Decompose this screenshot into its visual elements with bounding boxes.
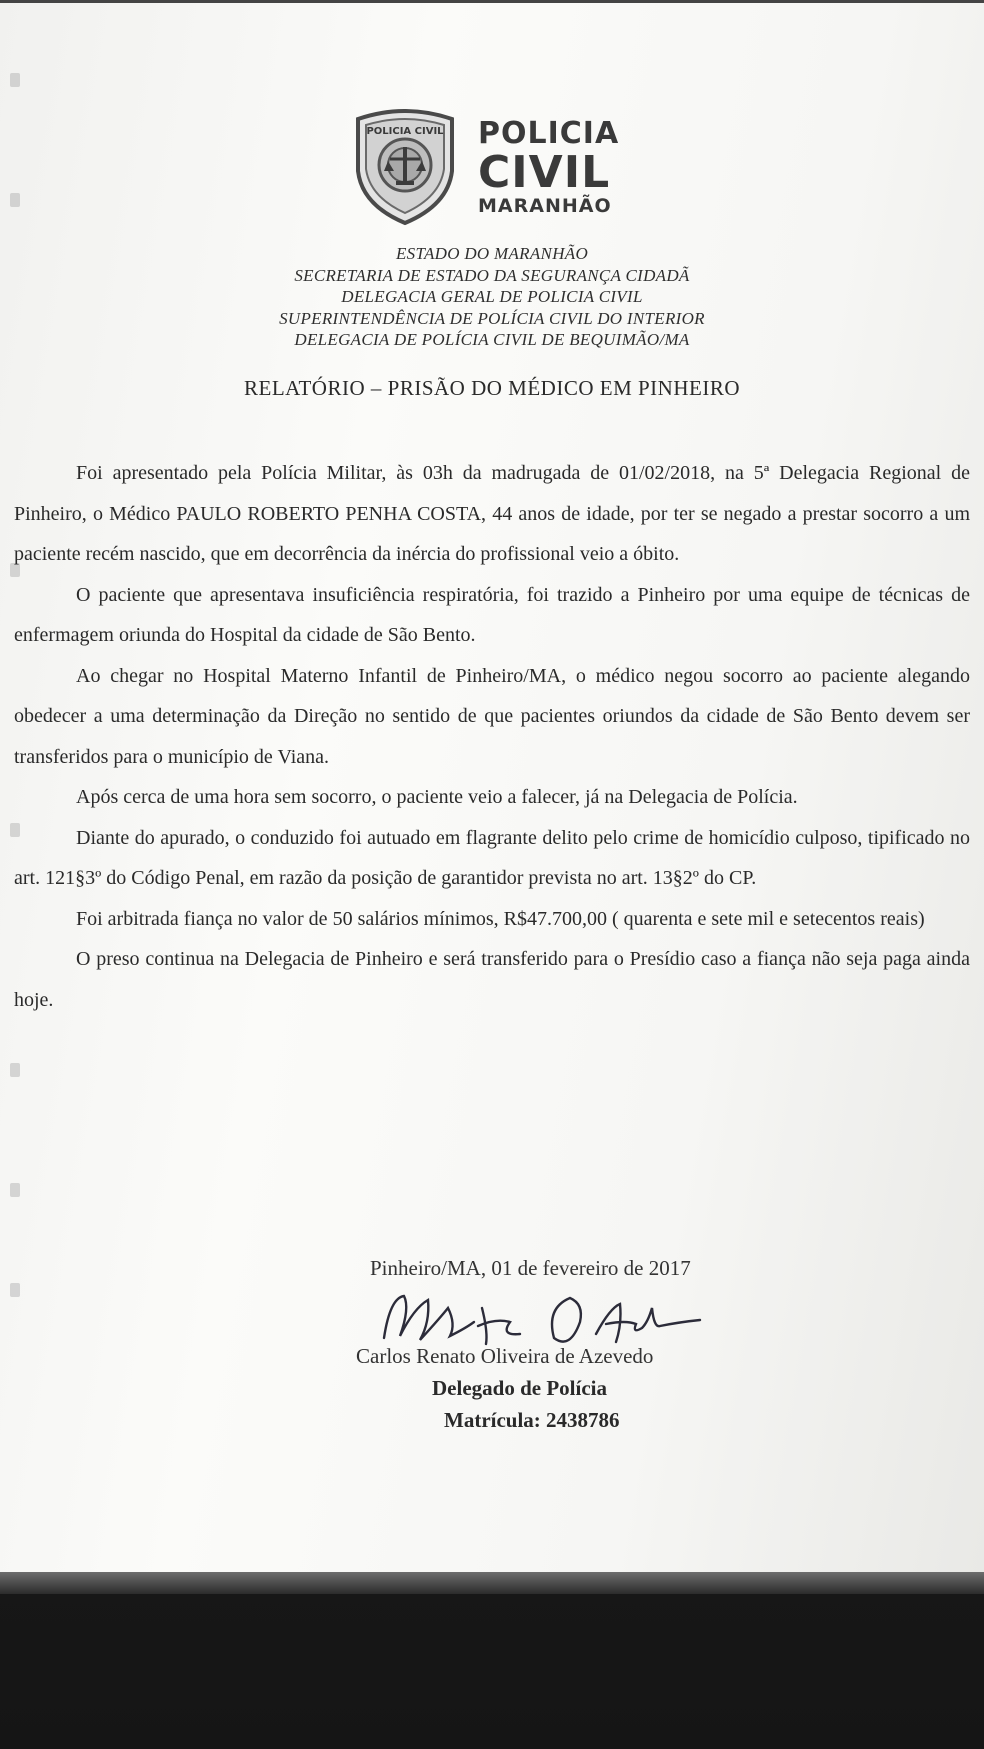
police-badge-icon	[350, 109, 460, 227]
signatory-name: Carlos Renato Oliveira de Azevedo	[356, 1344, 654, 1368]
logo-wordmark	[478, 116, 620, 217]
logo-line-maranhao: MARANHÃO	[478, 195, 612, 217]
report-title: RELATÓRIO – PRISÃO DO MÉDICO EM PINHEIRO	[243, 376, 740, 400]
org-line-superintendence: SUPERINTENDÊNCIA DE POLÍCIA CIVIL DO INTERIOR	[279, 308, 705, 328]
paragraph: Ao chegar no Hospital Materno Infantil de Pinheiro/MA, o médico negou socorro ao paciente alegando obedecer a uma determinação da Direção no sentido de que pacientes oriundos da cidade de São Bento devem ser transferidos para o município de Viana.	[14, 664, 970, 768]
paragraph: Após cerca de uma hora sem socorro, o paciente veio a falecer, já na Delegacia de Polícia.	[76, 786, 798, 808]
registration-value: 2438786	[546, 1408, 620, 1432]
paragraph: O preso continua na Delegacia de Pinheiro e será transferido para o Presídio caso a fiança não seja paga ainda hoje.	[14, 948, 970, 1011]
registration-number	[444, 1408, 620, 1433]
logo-line-policia: POLICIA	[478, 116, 620, 151]
org-line-general-delegacy: DELEGACIA GERAL DE POLICIA CIVIL	[341, 287, 643, 306]
organization-lines	[0, 243, 984, 351]
signatory-role: Delegado de Polícia	[432, 1376, 607, 1400]
registration-label: Matrícula:	[444, 1408, 547, 1432]
paragraph: O paciente que apresentava insuficiência respiratória, foi trazido a Pinheiro por uma equipe de técnicas de enfermagem oriunda do Hospital da cidade de São Bento.	[14, 583, 970, 646]
place-and-date: Pinheiro/MA, 01 de fevereiro de 2017	[370, 1256, 691, 1280]
logo-line-civil: CIVIL	[478, 147, 611, 198]
org-line-state: ESTADO DO MARANHÃO	[395, 244, 589, 263]
badge-text: POLICIA CIVIL	[366, 126, 444, 137]
paragraph: Foi apresentado pela Polícia Militar, às 03h da madrugada de 01/02/2018, na 5ª Delegacia Regional de Pinheiro, o Médico PAULO ROBERTO PENHA COSTA, 44 anos de idade, por ter se negado a prestar socorro a um paciente recém nascido, que em decorrência da inércia do profissional veio a óbito.	[14, 462, 970, 565]
police-logo	[350, 103, 630, 233]
page-edge-shadow	[0, 1572, 984, 1594]
paragraph: Foi arbitrada fiança no valor de 50 salários mínimos, R$47.700,00 ( quarenta e sete mil e setecentos reais)	[76, 907, 925, 930]
org-line-local-delegacy: DELEGACIA DE POLÍCIA CIVIL DE BEQUIMÃO/MA	[294, 330, 690, 349]
report-body	[14, 453, 970, 1020]
org-line-secretariat: SECRETARIA DE ESTADO DA SEGURANÇA CIDADÃ	[294, 265, 690, 285]
paragraph: Diante do apurado, o conduzido foi autuado em flagrante delito pelo crime de homicídio culposo, tipificado no art. 121§3º do Código Penal, em razão da posição de garantidor prevista no art. 13§2º do CP.	[14, 826, 970, 889]
